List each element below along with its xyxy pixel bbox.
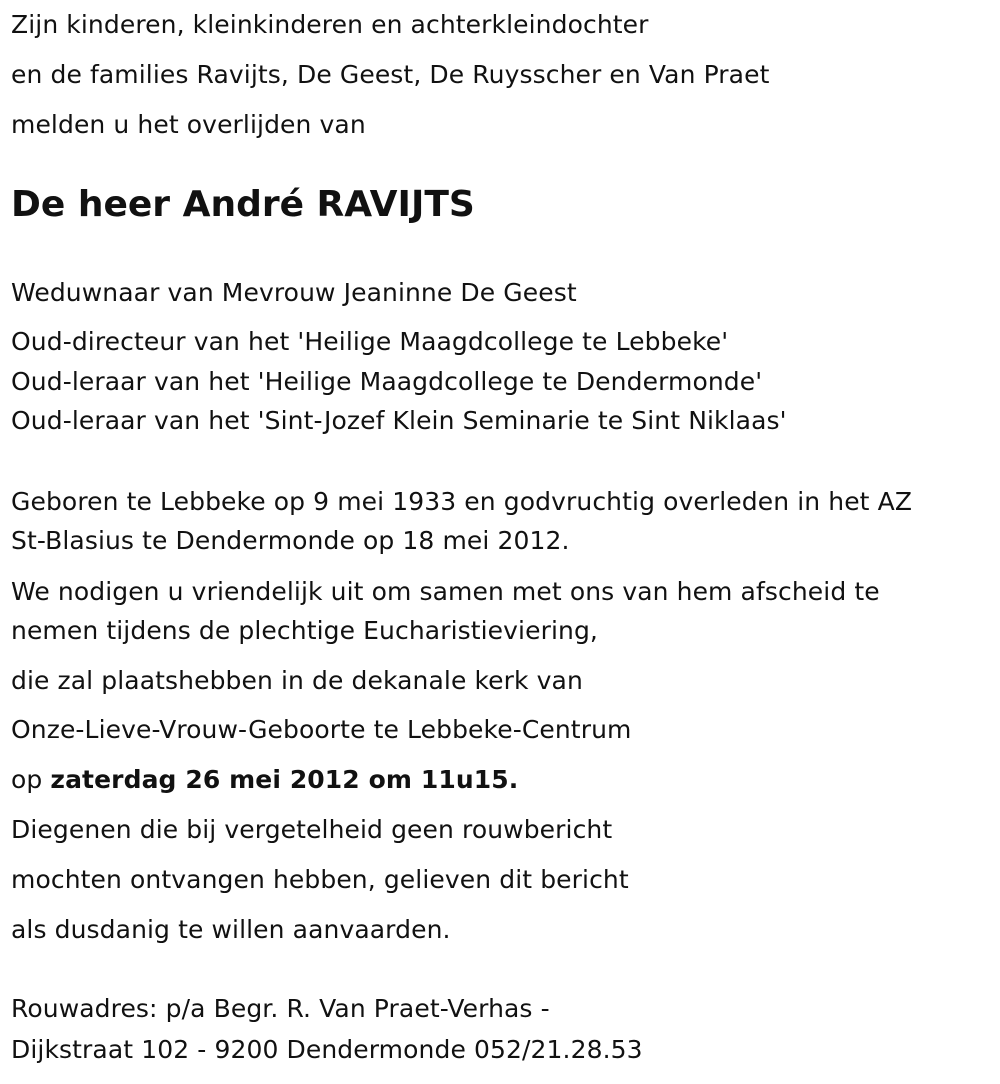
address-line-1: Rouwadres: p/a Begr. R. Van Praet-Verhas - [11,994,550,1023]
intro-line-1: Zijn kinderen, kleinkinderen en achterkleindochter [11,10,649,39]
role-line-1: Oud-directeur van het 'Heilige Maagdcollege te Lebbeke' [11,327,729,356]
invite-line-2: nemen tijdens de plechtige Eucharistieviering, [11,616,598,645]
birth-line-1: Geboren te Lebbeke op 9 mei 1933 en godvruchtig overleden in het AZ [11,487,913,516]
invite-line-1: We nodigen u vriendelijk uit om samen met ons van hem afscheid te [11,577,880,606]
service-date-line [11,760,518,800]
place-line-2: Onze-Lieve-Vrouw-Geboorte te Lebbeke-Centrum [11,715,632,744]
service-date-prefix: op [11,765,51,794]
intro-line-3: melden u het overlijden van [11,110,366,139]
deceased-name: De heer André RAVIJTS [11,184,475,225]
role-line-2: Oud-leraar van het 'Heilige Maagdcollege te Dendermonde' [11,367,763,396]
widower-line: Weduwnaar van Mevrouw Jeaninne De Geest [11,278,577,307]
place-line-1: die zal plaatshebben in de dekanale kerk van [11,666,583,695]
role-line-3: Oud-leraar van het 'Sint-Jozef Klein Seminarie te Sint Niklaas' [11,406,787,435]
notice-line-1: Diegenen die bij vergetelheid geen rouwbericht [11,815,613,844]
notice-line-2: mochten ontvangen hebben, gelieven dit bericht [11,865,629,894]
address-line-2: Dijkstraat 102 - 9200 Dendermonde 052/21.28.53 [11,1035,643,1064]
notice-line-3: als dusdanig te willen aanvaarden. [11,915,451,944]
service-date: zaterdag 26 mei 2012 om 11u15. [50,765,519,794]
birth-line-2: St-Blasius te Dendermonde op 18 mei 2012. [11,526,570,555]
intro-line-2: en de families Ravijts, De Geest, De Ruysscher en Van Praet [11,60,770,89]
